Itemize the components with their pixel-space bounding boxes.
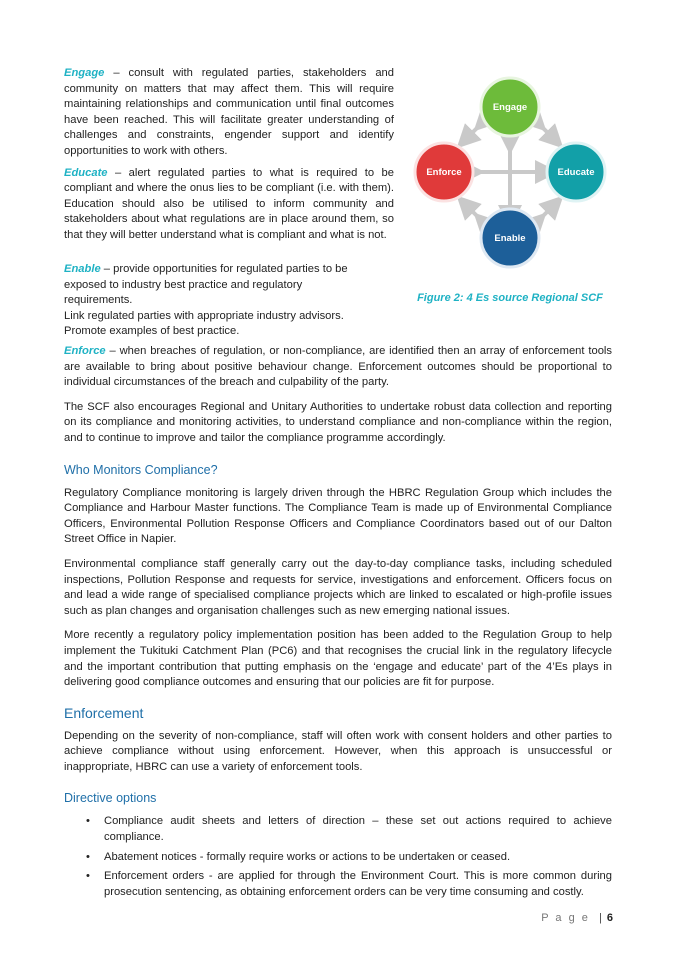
arrow-diag-enable-educate [538, 204, 555, 221]
engage-label: Engage [492, 102, 528, 113]
enforcement-paragraph: Depending on the severity of non-compliance, staff will often work with consent holders and other parties to achieve compliance without using enforcement. However, when this approach is unsuccessful or inappropriate, HBRC can use a variety of enforcement tools. [64, 729, 612, 773]
page-footer [541, 912, 613, 924]
four-es-diagram [405, 75, 615, 285]
arrow-diag-enable-enforce [465, 204, 482, 221]
monitors-heading: Who Monitors Compliance? [64, 462, 218, 477]
list-item-text: Compliance audit sheets and letters of direction – these set out actions required to achieve compliance. [104, 815, 612, 844]
list-item [64, 814, 612, 845]
bullet-icon: • [86, 870, 90, 883]
monitors-paragraph-2: Environmental compliance staff generally carry out the day-to-day compliance tasks, including scheduled inspections, Pollution Response and requests for service, investigations and enforcement. Officers focus on and lead a wide range of specialised compliance projects which are linked to escalated or high-profile issues such as plan changes and organisation challenges such as new emerging national issues. [64, 557, 612, 617]
enforce-paragraph [64, 344, 612, 391]
scf-paragraph: The SCF also encourages Regional and Unitary Authorities to undertake robust data collection and reporting on its compliance and monitoring activities, to understand compliance and non-compliance within the region, and to continue to improve and tailor the compliance programme accordingly. [64, 400, 612, 444]
enforce-term: Enforce [64, 345, 106, 357]
directive-list [64, 814, 612, 900]
page-number: 6 [606, 912, 613, 924]
intro-column [64, 66, 394, 250]
educate-text: – alert regulated parties to what is required to be compliant and where the onus lies to be compliant (i.e. with them). Education should also be utilised to inform community and stakeholders about what regulations are in place around them, so that they will better understand what is compliant and what is not. [64, 166, 394, 241]
main-content [64, 344, 612, 904]
figure-caption: Figure 2: 4 Es source Regional SCF [417, 292, 603, 304]
arrow-diag-engage-educate [538, 123, 555, 140]
enable-term: Enable [64, 263, 101, 275]
list-item-text: Abatement notices - formally require works or actions to be undertaken or ceased. [104, 850, 511, 863]
enable-paragraph [64, 262, 364, 309]
enable-line-3: Promote examples of best practice. [64, 325, 240, 338]
enforce-text: – when breaches of regulation, or non-compliance, are identified then an array of enforcement tools are available to bring about positive behaviour change. Enforcement outcomes should be proportional to individual circumstances of the breach and culpability of the party. [64, 345, 612, 389]
page-separator: | [598, 912, 602, 924]
educate-term: Educate [64, 166, 108, 179]
engage-text: – consult with regulated parties, stakeholders and community on matters that may affect them. This will require maintaining relationships and communication until final outcomes have been reached. This will facilitate greater understanding of challenges and constraints, engender support and identify opportunities to work with others. [64, 67, 394, 157]
list-item [64, 869, 612, 900]
monitors-paragraph-3: More recently a regulatory policy implementation position has been added to the Regulation Group to help implement the Tukituki Catchment Plan (PC6) and that recognises the crucial link in the regulatory lifecycle and the important contribution that putting emphasis on the ‘engage and educate’ part of the 4’Es plays in delivering good compliance outcomes and ensuring that our policies are fit for purpose. [64, 629, 612, 689]
arrow-diag-engage-enforce [465, 123, 482, 140]
enable-text: – provide opportunities for regulated parties to be exposed to industry best practice and regulatory requirements. [64, 263, 348, 307]
engage-paragraph [64, 66, 394, 160]
enforce-label: Enforce [426, 167, 462, 178]
engage-term: Engage [64, 67, 105, 79]
educate-label: Educate [557, 167, 595, 178]
list-item-text: Enforcement orders - are applied for through the Environment Court. This is more common during prosecution sentencing, as obtaining enforcement orders can be very time consuming and costly. [104, 870, 612, 898]
enable-block [64, 262, 364, 340]
monitors-paragraph-1: Regulatory Compliance monitoring is largely driven through the HBRC Regulation Group which includes the Compliance and Harbour Master functions. The Compliance Team is made up of Environmental Compliance Officers, Environmental Pollution Response Officers and Compliance Coordinators based out of our Dalton Street Office in Napier. [64, 486, 612, 546]
list-item [64, 850, 612, 866]
bullet-icon: • [86, 815, 90, 828]
enforcement-heading: Enforcement [64, 704, 144, 721]
educate-paragraph [64, 166, 394, 244]
page-label: P a g e [541, 912, 590, 924]
enable-label: Enable [494, 233, 526, 244]
enable-line-2: Link regulated parties with appropriate industry advisors. [64, 309, 344, 322]
bullet-icon: • [86, 850, 90, 863]
directive-heading: Directive options [64, 791, 157, 806]
